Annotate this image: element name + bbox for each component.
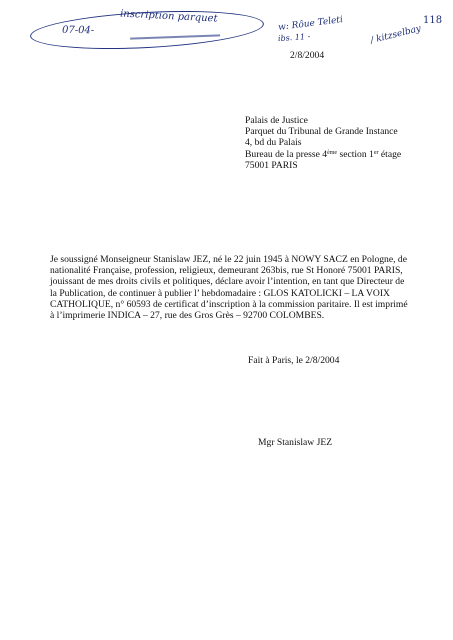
handwritten-annotation-ref: 07-04- [61,24,95,37]
recipient-line-4: Bureau de la presse 4ème section 1er étage [245,148,402,160]
handwritten-page-number: 118 [423,15,443,26]
signed-place-date: Fait à Paris, le 2/8/2004 [248,355,340,366]
recipient-line-3: 4, bd du Palais [245,137,302,149]
letter-date: 2/8/2004 [290,50,325,61]
recipient-line-5: 75001 PARIS [245,159,298,171]
handwritten-note-right-1: w: Rôue Teleti [277,15,344,33]
handwritten-annotation-top: inscription parquet [119,8,218,25]
recipient-address [245,115,401,171]
letter-body: Je soussigné Monseigneur Stanislaw JEZ, né le 22 juin 1945 à NOWY SACZ en Pologne, de nationalité Française, profession, religieux, demeurant 263bis, rue St Honoré 75001 PARIS, jouissant de mes droits civils et politiques, déclare avoir l’intention, en tant que Directeur de la Publication, de continuer à publier l’ hebdomadaire : GLOS KATOLICKI – LA VOIX CATHOLIQUE, n° 60593 de certificat d’inscription à la commission paritaire. Il est imprimé à l’imprimerie INDICA – 27, rue des Gros Grès – 92700 COLOMBES. [50,254,408,322]
handwritten-note-right-3: / kitzselbay [369,23,423,47]
recipient-line-2: Parquet du Tribunal de Grande Instance [245,126,398,138]
handwritten-note-right-2: ibs. 11 - [277,31,311,44]
recipient-line-1: Palais de Justice [245,115,308,126]
signature-name: Mgr Stanislaw JEZ [258,437,333,448]
